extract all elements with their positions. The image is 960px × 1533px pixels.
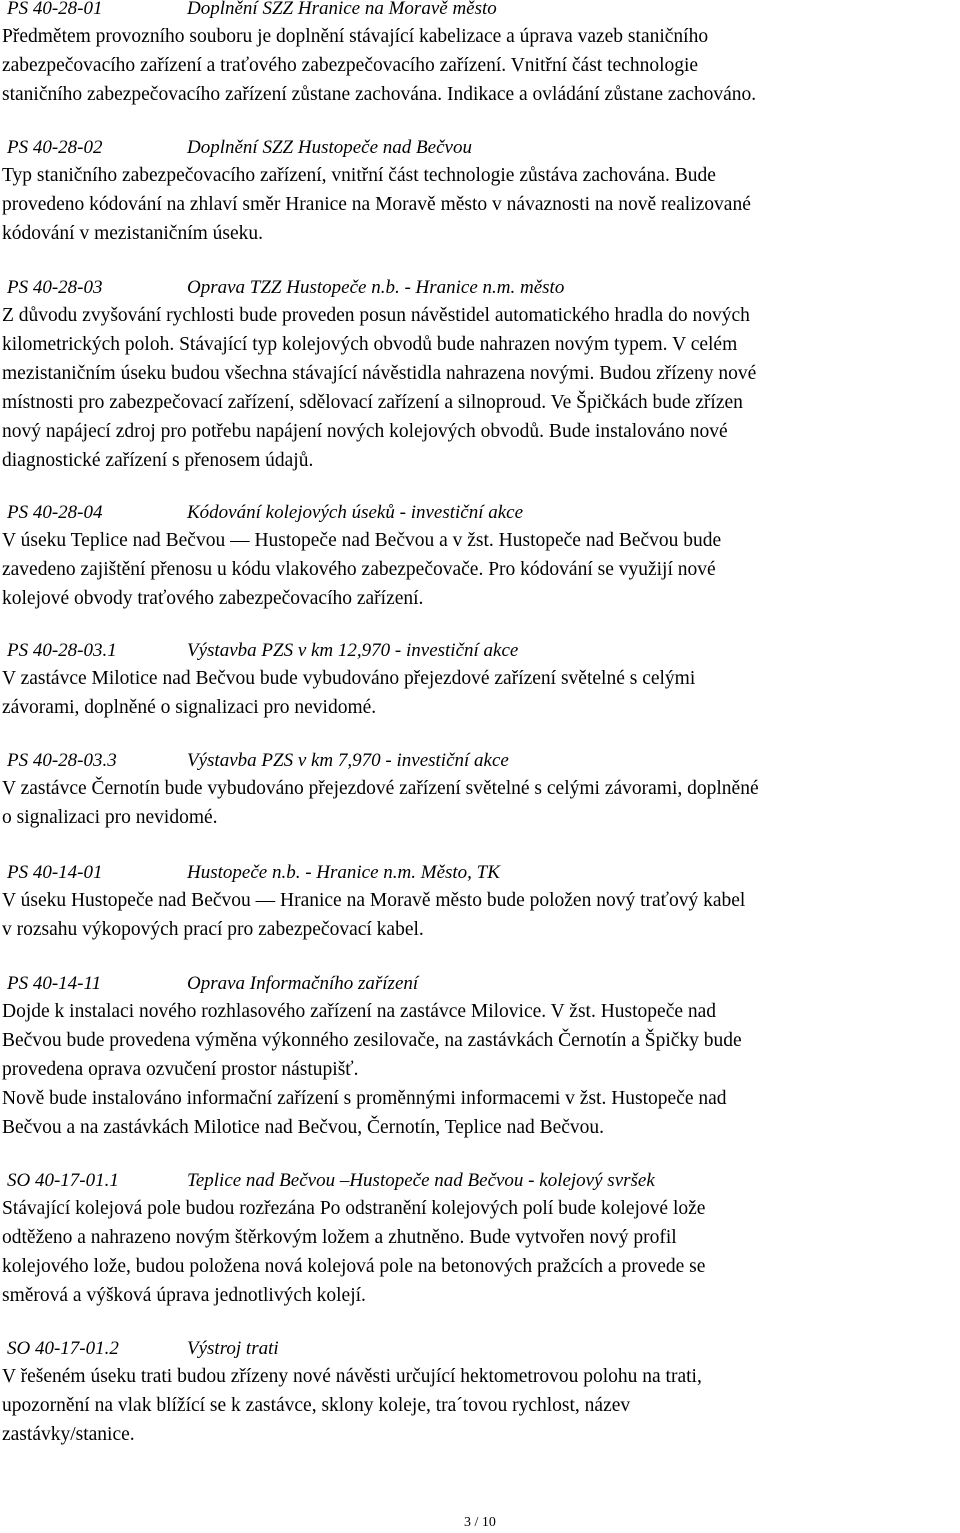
paragraph-line: Stávající kolejová pole budou rozřezána Po odstranění kolejových polí bude kolejové lože [2, 1198, 706, 1219]
section-heading [0, 500, 958, 526]
paragraph-line: diagnostické zařízení s přenosem údajů. [2, 450, 314, 471]
section-title: Hustopeče n.b. - Hranice n.m. Město, TK [187, 862, 500, 883]
section-title: Výstroj trati [187, 1338, 279, 1359]
section-heading [0, 860, 958, 886]
paragraph-line: provedena oprava ozvučení prostor nástupišť. [2, 1059, 359, 1080]
section-ps-40-28-03 [0, 275, 958, 475]
section-code: PS 40-28-02 [7, 137, 103, 158]
section-heading [0, 135, 958, 161]
paragraph-line: zavedeno zajištění přenosu u kódu vlakového zabezpečovače. Pro kódování se využijí nové [2, 559, 716, 580]
section-title: Doplnění SZZ Hranice na Moravě město [187, 0, 497, 19]
paragraph-line: V úseku Hustopeče nad Bečvou — Hranice na Moravě město bude položen nový traťový kabel [2, 890, 746, 911]
section-code: PS 40-28-01 [7, 0, 103, 19]
section-ps-40-14-01 [0, 860, 958, 944]
section-title: Oprava Informačního zařízení [187, 973, 419, 994]
paragraph-line: Z důvodu zvyšování rychlosti bude proveden posun návěstidel automatického hradla do nových [2, 305, 750, 326]
paragraph-line: nový napájecí zdroj pro potřebu napájení nových kolejových obvodů. Bude instalováno nové [2, 421, 728, 442]
section-title: Výstavba PZS v km 7,970 - investiční akce [187, 750, 509, 771]
paragraph-line: V úseku Teplice nad Bečvou — Hustopeče nad Bečvou a v žst. Hustopeče nad Bečvou bude [2, 530, 722, 551]
section-ps-40-28-04 [0, 500, 958, 613]
paragraph-line: Bečvou bude provedena výměna výkonného zesilovače, na zastávkách Černotín a Špičky bude [2, 1030, 742, 1051]
paragraph-line: staničního zabezpečovacího zařízení zůstane zachována. Indikace a ovládání zůstane zachováno. [2, 84, 757, 105]
section-code: SO 40-17-01.2 [7, 1338, 119, 1359]
paragraph-line: směrová a výšková úprava jednotlivých kolejí. [2, 1285, 366, 1306]
paragraph-line: zastávky/stanice. [2, 1424, 135, 1445]
paragraph-line: V zastávce Černotín bude vybudováno přejezdové zařízení světelné s celými závorami, doplněné [2, 778, 759, 799]
section-ps-40-28-01 [0, 0, 958, 109]
paragraph-line: kilometrických poloh. Stávající typ kolejových obvodů bude nahrazen novým typem. V celém [2, 334, 738, 355]
paragraph-line: odtěženo a nahrazeno novým štěrkovým ložem a zhutněno. Bude vytvořen nový profil [2, 1227, 677, 1248]
section-title: Výstavba PZS v km 12,970 - investiční akce [187, 640, 519, 661]
section-so-40-17-01-2 [0, 1336, 958, 1449]
section-heading [0, 638, 958, 664]
section-code: PS 40-14-11 [7, 973, 102, 994]
section-ps-40-28-03-1 [0, 638, 958, 722]
section-title: Oprava TZZ Hustopeče n.b. - Hranice n.m. město [187, 277, 565, 298]
section-title: Teplice nad Bečvou –Hustopeče nad Bečvou - kolejový svršek [187, 1170, 655, 1191]
paragraph-line: kolejového lože, budou položena nová kolejová pole na betonových pražcích a provede se [2, 1256, 706, 1277]
section-heading [0, 971, 958, 997]
section-heading [0, 1336, 958, 1362]
paragraph-line: v rozsahu výkopových prací pro zabezpečovací kabel. [2, 919, 424, 940]
paragraph-line: o signalizaci pro nevidomé. [2, 807, 218, 828]
paragraph-line: Nově bude instalováno informační zařízení s proměnnými informacemi v žst. Hustopeče nad [2, 1088, 727, 1109]
paragraph-line: V řešeném úseku trati budou zřízeny nové návěsti určující hektometrovou polohu na trati, [2, 1366, 702, 1387]
paragraph-line: místnosti pro zabezpečovací zařízení, sdělovací zařízení a silnoproud. Ve Špičkách bude zřízen [2, 392, 743, 413]
paragraph-line: Dojde k instalaci nového rozhlasového zařízení na zastávce Milovice. V žst. Hustopeče nad [2, 1001, 717, 1022]
section-ps-40-14-11 [0, 971, 958, 1142]
paragraph-line: kolejové obvody traťového zabezpečovacího zařízení. [2, 588, 424, 609]
page-footer [0, 1515, 960, 1531]
section-title: Kódování kolejových úseků - investiční akce [187, 502, 524, 523]
section-ps-40-28-02 [0, 135, 958, 248]
paragraph-line: upozornění na vlak blížící se k zastávce, sklony koleje, tra´tovou rychlost, název [2, 1395, 631, 1416]
paragraph-line: zabezpečovacího zařízení a traťového zabezpečovacího zařízení. Vnitřní část technologie [2, 55, 699, 76]
section-ps-40-28-03-3 [0, 748, 958, 832]
paragraph-line: Bečvou a na zastávkách Milotice nad Bečvou, Černotín, Teplice nad Bečvou. [2, 1117, 605, 1138]
section-so-40-17-01-1 [0, 1168, 958, 1310]
section-code: PS 40-28-03 [7, 277, 103, 298]
page-number: 3 / 10 [464, 1515, 496, 1530]
paragraph-line: závorami, doplněné o signalizaci pro nevidomé. [2, 697, 377, 718]
section-code: PS 40-28-04 [7, 502, 103, 523]
paragraph-line: kódování v mezistaničním úseku. [2, 223, 264, 244]
paragraph-line: V zastávce Milotice nad Bečvou bude vybudováno přejezdové zařízení světelné s celými [2, 668, 696, 689]
paragraph-line: Typ staničního zabezpečovacího zařízení, vnitřní část technologie zůstáva zachována. Bude [2, 165, 716, 186]
section-code: PS 40-14-01 [7, 862, 103, 883]
paragraph-line: provedeno kódování na zhlaví směr Hranice na Moravě město v návaznosti na nově realizované [2, 194, 751, 215]
paragraph-line: Předmětem provozního souboru je doplnění stávající kabelizace a úprava vazeb staničního [2, 26, 709, 47]
section-heading [0, 0, 958, 22]
section-code: SO 40-17-01.1 [7, 1170, 119, 1191]
section-code: PS 40-28-03.3 [7, 750, 117, 771]
section-heading [0, 748, 958, 774]
paragraph-line: mezistaničním úseku budou všechna stávající návěstidla nahrazena novými. Budou zřízeny nové [2, 363, 757, 384]
section-title: Doplnění SZZ Hustopeče nad Bečvou [187, 137, 472, 158]
section-heading [0, 1168, 958, 1194]
section-heading [0, 275, 958, 301]
section-code: PS 40-28-03.1 [7, 640, 117, 661]
